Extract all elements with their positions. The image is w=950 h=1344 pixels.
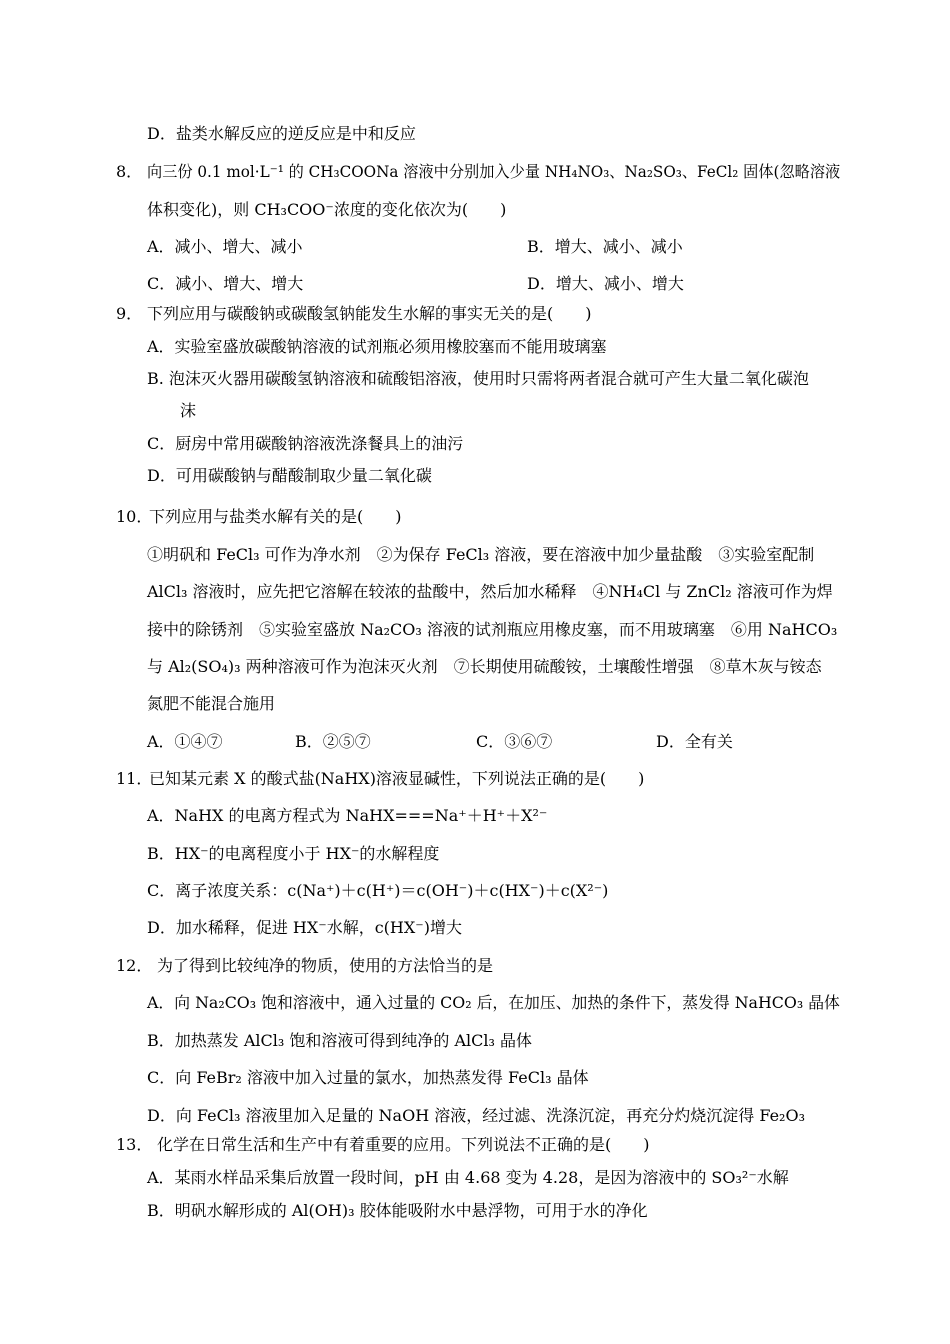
q9-option-c: C．厨房中常用碳酸钠溶液洗涤餐具上的油污: [147, 434, 464, 453]
q9-stem: 下列应用与碳酸钠或碳酸氢钠能发生水解的事实无关的是( ): [147, 304, 592, 323]
q9-option-d: D．可用碳酸钠与醋酸制取少量二氧化碳: [147, 466, 432, 485]
q11-option-c: C．离子浓度关系：c(Na⁺)＋c(H⁺)＝c(OH⁻)＋c(HX⁻)＋c(X²⁻): [147, 881, 609, 900]
q11-number: 11．: [116, 769, 153, 788]
q8-stem-line1: 向三份 0.1 mol·L⁻¹ 的 CH₃COONa 溶液中分别加入少量 NH₄NO₃、Na₂SO₃、FeCl₂ 固体(忽略溶液: [147, 162, 841, 181]
q12-stem: 为了得到比较纯净的物质，使用的方法恰当的是: [157, 956, 494, 975]
q9-option-b-line2: 沫: [180, 401, 197, 420]
q10-option-a: A．①④⑦: [147, 732, 223, 751]
q12-number: 12．: [116, 956, 153, 975]
q10-option-b: B．②⑤⑦: [295, 732, 371, 751]
q12-option-d: D．向 FeCl₃ 溶液里加入足量的 NaOH 溶液，经过滤、洗涤沉淀，再充分灼烧沉淀得 Fe₂O₃: [147, 1106, 805, 1125]
q8-option-b: B．增大、减小、减小: [527, 237, 683, 256]
q12-option-c: C．向 FeBr₂ 溶液中加入过量的氯水，加热蒸发得 FeCl₃ 晶体: [147, 1068, 589, 1087]
q8-option-a: A．减小、增大、减小: [147, 237, 303, 256]
q10-option-d: D．全有关: [656, 732, 733, 751]
q9-option-a: A．实验室盛放碳酸钠溶液的试剂瓶必须用橡胶塞而不能用玻璃塞: [147, 337, 607, 356]
q8-stem-line2: 体积变化)，则 CH₃COO⁻浓度的变化依次为( ): [147, 200, 507, 219]
q8-option-c: C．减小、增大、增大: [147, 274, 304, 293]
q10-body-line1: ①明矾和 FeCl₃ 可作为净水剂 ②为保存 FeCl₃ 溶液，要在溶液中加少量盐酸 ③实验室配制: [147, 545, 815, 564]
q8-number: 8．: [116, 162, 143, 181]
q13-option-a: A．某雨水样品采集后放置一段时间，pH 由 4.68 变为 4.28，是因为溶液中的 SO₃²⁻水解: [147, 1168, 789, 1187]
q11-option-d: D．加水稀释，促进 HX⁻水解，c(HX⁻)增大: [147, 918, 462, 937]
q13-stem: 化学在日常生活和生产中有着重要的应用。下列说法不正确的是( ): [157, 1135, 650, 1154]
q12-option-b: B．加热蒸发 AlCl₃ 饱和溶液可得到纯净的 AlCl₃ 晶体: [147, 1031, 532, 1050]
q10-body-line5: 氮肥不能混合施用: [147, 694, 276, 713]
q9-number: 9．: [116, 304, 143, 323]
q12-option-a: A．向 Na₂CO₃ 饱和溶液中，通入过量的 CO₂ 后，在加压、加热的条件下，蒸发得 NaHCO₃ 晶体: [147, 993, 840, 1012]
q10-body-line4: 与 Al₂(SO₄)₃ 两种溶液可作为泡沫灭火剂 ⑦长期使用硫酸铵，土壤酸性增强 ⑧草木灰与铵态: [147, 657, 822, 676]
q13-option-b: B．明矾水解形成的 Al(OH)₃ 胶体能吸附水中悬浮物，可用于水的净化: [147, 1201, 648, 1220]
q10-stem: 下列应用与盐类水解有关的是( ): [149, 507, 402, 526]
q13-number: 13．: [116, 1135, 153, 1154]
q11-stem: 已知某元素 X 的酸式盐(NaHX)溶液显碱性，下列说法正确的是( ): [149, 769, 645, 788]
q10-option-c: C．③⑥⑦: [476, 732, 553, 751]
q11-option-a: A．NaHX 的电离方程式为 NaHX===Na⁺＋H⁺＋X²⁻: [147, 806, 548, 825]
q10-body-line3: 接中的除锈剂 ⑤实验室盛放 Na₂CO₃ 溶液的试剂瓶应用橡皮塞，而不用玻璃塞 ⑥用 NaHCO₃: [147, 620, 838, 639]
q8-option-d: D．增大、减小、增大: [527, 274, 684, 293]
q7-option-d: D．盐类水解反应的逆反应是中和反应: [147, 124, 416, 143]
q10-number: 10．: [116, 507, 153, 526]
q11-option-b: B．HX⁻的电离程度小于 HX⁻的水解程度: [147, 844, 440, 863]
q9-option-b-line1: B. 泡沫灭火器用碳酸氢钠溶液和硫酸铝溶液，使用时只需将两者混合就可产生大量二氧化碳泡: [147, 369, 809, 388]
q10-body-line2: AlCl₃ 溶液时，应先把它溶解在较浓的盐酸中，然后加水稀释 ④NH₄Cl 与 ZnCl₂ 溶液可作为焊: [147, 582, 833, 601]
